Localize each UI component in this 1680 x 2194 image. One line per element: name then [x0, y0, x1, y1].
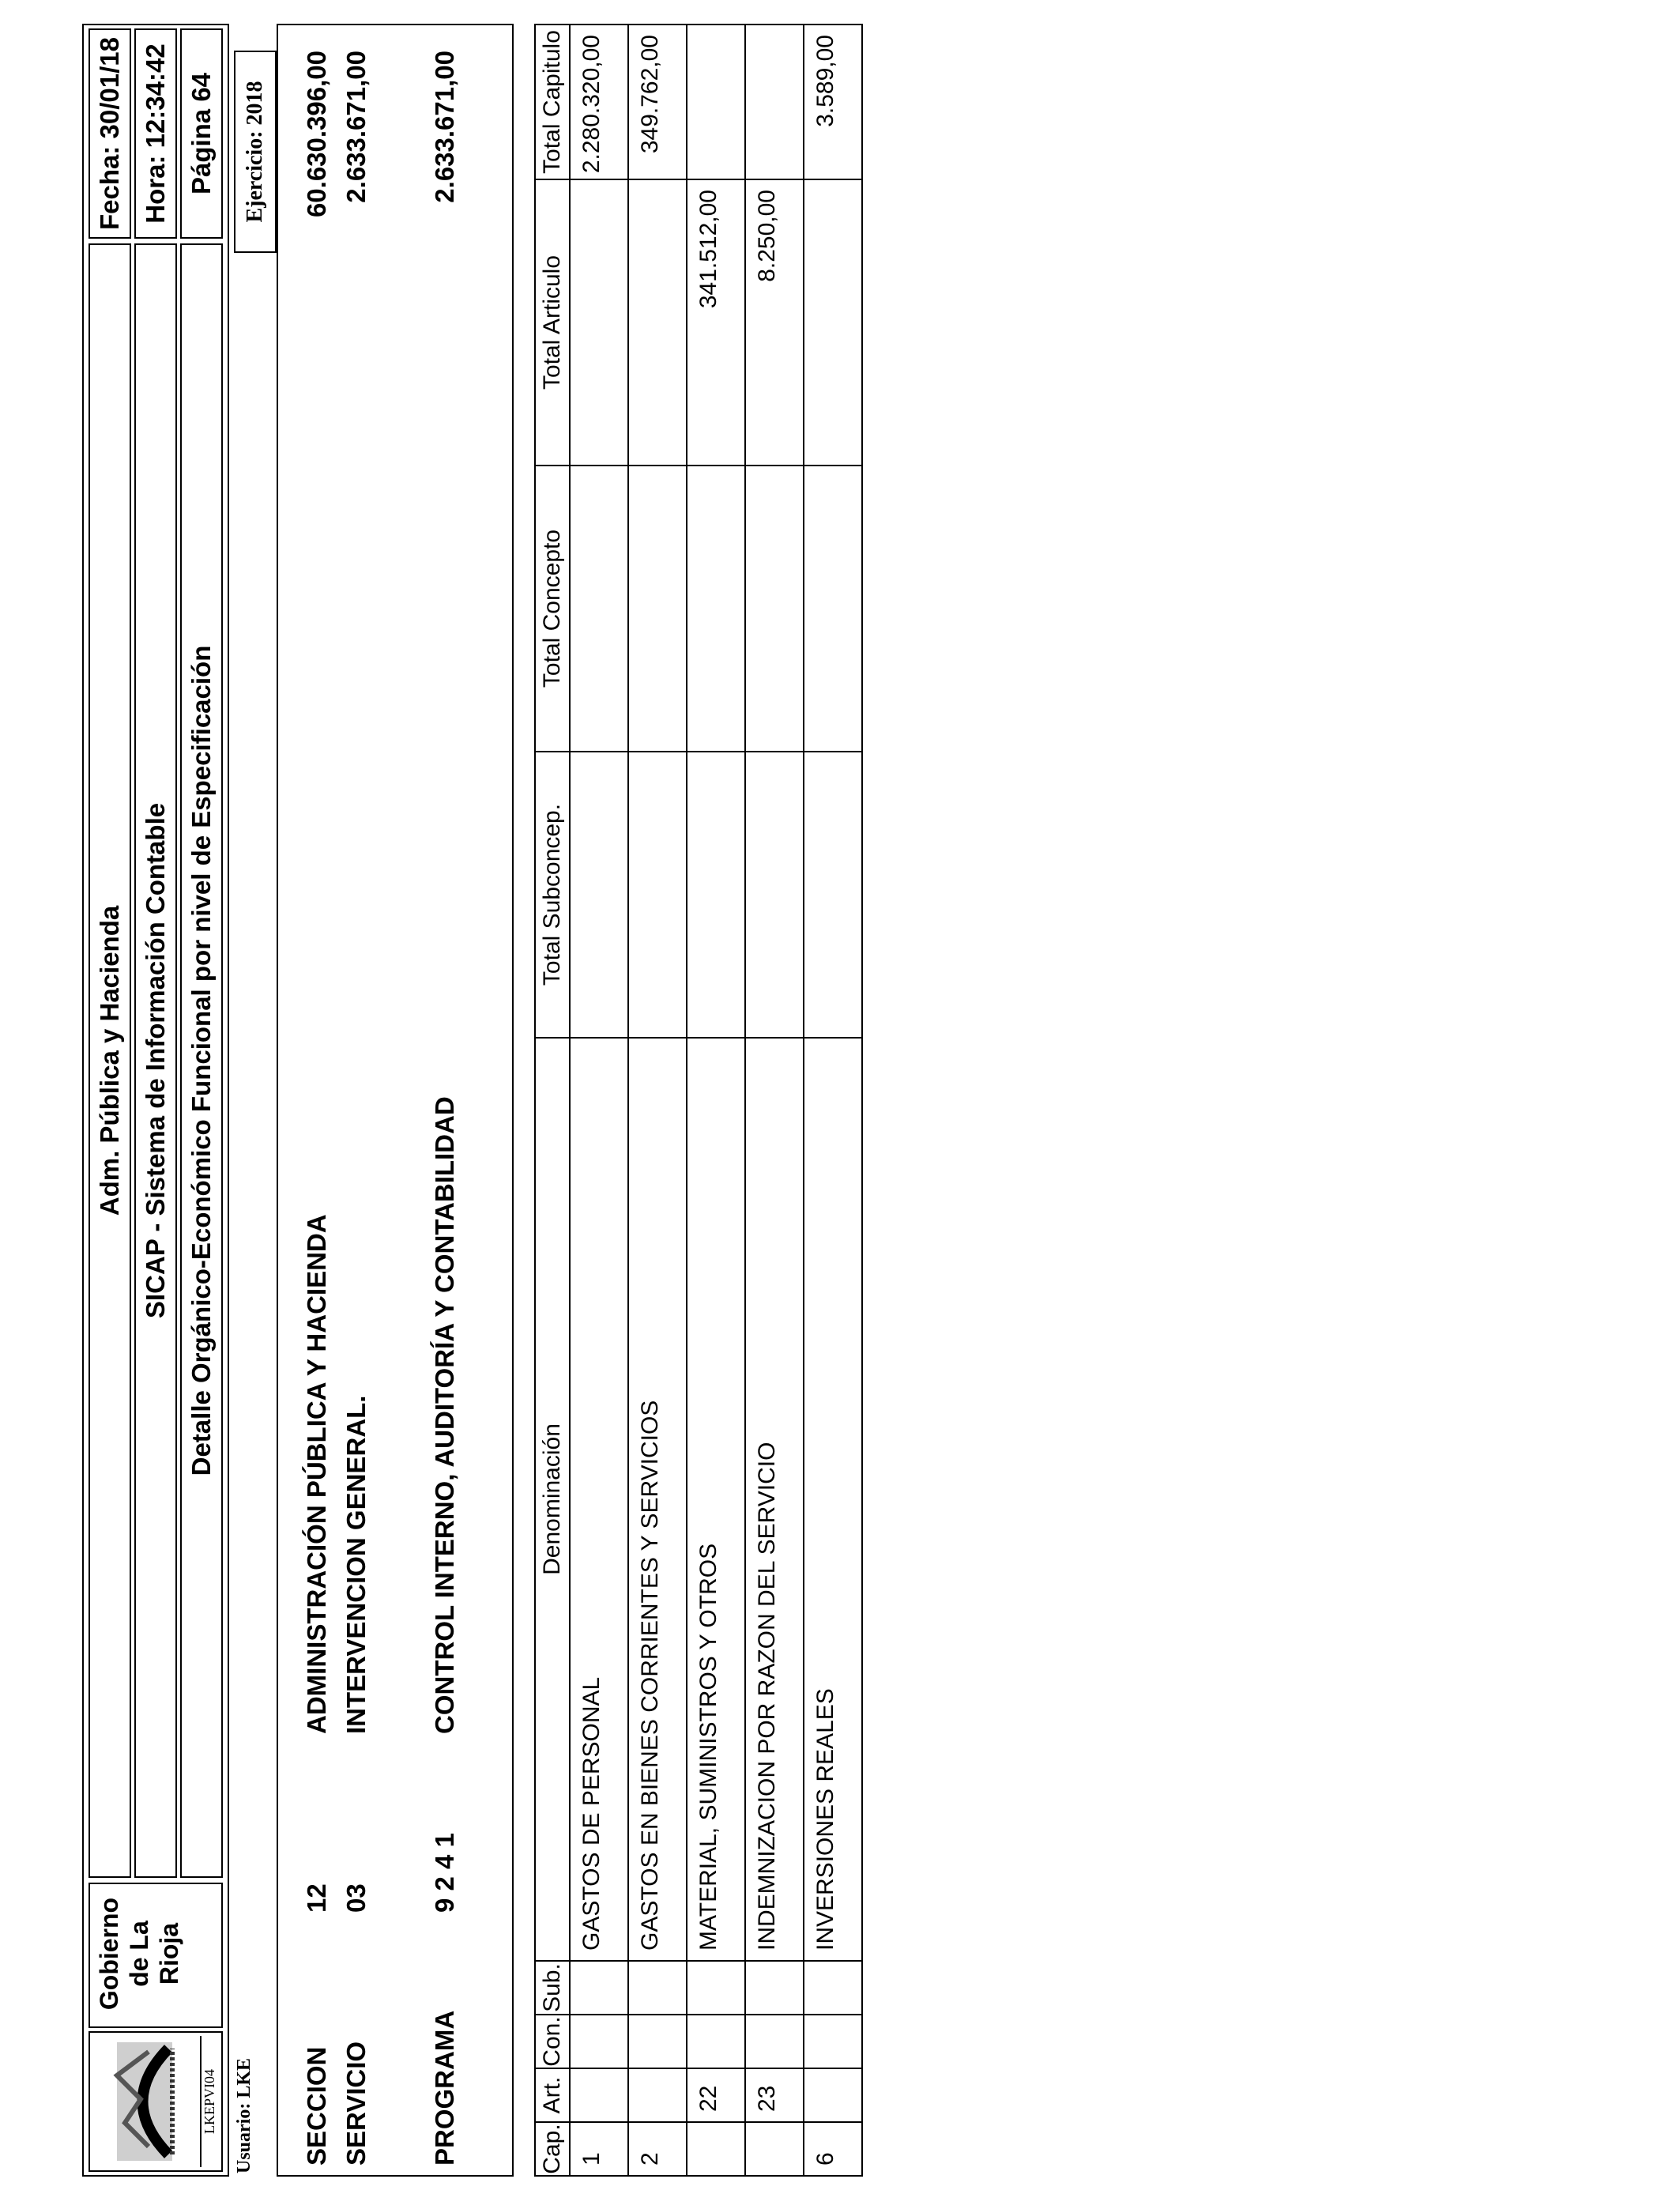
- table-row: [569, 24, 627, 2177]
- report-title-department: Adm. Pública y Hacienda: [89, 243, 131, 1878]
- report-time: Hora: 12:34:42: [134, 28, 177, 239]
- cell-total-capitulo: 349.762,00: [627, 24, 686, 180]
- cell-total-subconcepto: [627, 751, 686, 1039]
- cell-sub: [744, 1960, 803, 2015]
- cell-total-capitulo: 2.280.320,00: [569, 24, 627, 180]
- col-header-total-subconcepto: Total Subconcep.: [534, 751, 571, 1039]
- cell-cap: [686, 2121, 744, 2177]
- table-row: [627, 24, 686, 2177]
- cell-cap: 1: [569, 2121, 627, 2177]
- cell-total-articulo: 341.512,00: [686, 179, 744, 466]
- report-date: Fecha: 30/01/18: [89, 28, 131, 239]
- cell-cap: 6: [803, 2121, 861, 2177]
- cell-con: [744, 2014, 803, 2069]
- col-header-total-concepto: Total Concepto: [534, 465, 571, 752]
- report-page-number: Página 64: [180, 28, 223, 239]
- cell-total-concepto: [569, 465, 627, 752]
- col-header-cap: Cap.: [534, 2121, 571, 2177]
- org-line-2: de La: [125, 1921, 153, 1987]
- report-title-detail: Detalle Orgánico-Económico Funcional por nivel de Especificación: [180, 243, 223, 1878]
- cell-total-articulo: [569, 179, 627, 466]
- cell-cap: 2: [627, 2121, 686, 2177]
- cell-total-concepto: [627, 465, 686, 752]
- cell-sub: [627, 1960, 686, 2015]
- programa-label: PROGRAMA: [430, 2010, 459, 2166]
- col-header-sub: Sub.: [534, 1960, 571, 2015]
- table-row: [744, 24, 803, 2177]
- cell-total-subconcepto: [803, 751, 861, 1039]
- servicio-name: INTERVENCION GENERAL.: [341, 1395, 371, 1734]
- col-header-total-articulo: Total Articulo: [534, 179, 571, 466]
- cell-con: [803, 2014, 861, 2069]
- servicio-total: 2.633.671,00: [341, 51, 371, 203]
- cell-total-subconcepto: [744, 751, 803, 1039]
- cell-total-concepto: [803, 465, 861, 752]
- cell-total-concepto: [744, 465, 803, 752]
- programa-code: 9 2 4 1: [430, 1833, 459, 1913]
- cell-denominacion: MATERIAL, SUMINISTROS Y OTROS: [686, 1037, 744, 1962]
- logo-code: LKEPVI04: [200, 2036, 218, 2167]
- cell-denominacion: GASTOS EN BIENES CORRIENTES Y SERVICIOS: [627, 1037, 686, 1962]
- cell-sub: [803, 1960, 861, 2015]
- seccion-label: SECCION: [302, 2046, 331, 2166]
- programa-name: CONTROL INTERNO, AUDITORÍA Y CONTABILIDAD: [430, 1096, 459, 1734]
- government-logo-icon: [93, 2033, 188, 2170]
- cell-con: [569, 2014, 627, 2069]
- cell-sub: [686, 1960, 744, 2015]
- org-line-1: Gobierno: [95, 1897, 123, 2011]
- cell-total-concepto: [686, 465, 744, 752]
- servicio-code: 03: [341, 1883, 371, 1913]
- org-line-3: Rioja: [155, 1922, 183, 1985]
- cell-art: 22: [686, 2068, 744, 2123]
- cell-total-articulo: [803, 179, 861, 466]
- cell-art: [803, 2068, 861, 2123]
- logo-box: [89, 2031, 223, 2172]
- cell-con: [686, 2014, 744, 2069]
- cell-cap: [744, 2121, 803, 2177]
- cell-total-capitulo: [744, 24, 803, 180]
- cell-sub: [569, 1960, 627, 2015]
- cell-denominacion: INVERSIONES REALES: [803, 1037, 861, 1962]
- col-header-con: Con.: [534, 2014, 571, 2069]
- cell-art: 23: [744, 2068, 803, 2123]
- cell-total-capitulo: [686, 24, 744, 180]
- cell-art: [627, 2068, 686, 2123]
- seccion-name: ADMINISTRACIÓN PÚBLICA Y HACIENDA: [302, 1214, 331, 1734]
- seccion-code: 12: [302, 1883, 331, 1913]
- table-bottom-border: [861, 24, 863, 2177]
- servicio-label: SERVICIO: [341, 2041, 371, 2166]
- seccion-total: 60.630.396,00: [302, 51, 331, 218]
- table-row: [803, 24, 861, 2177]
- org-name-box: [89, 1883, 223, 2028]
- cell-total-articulo: 8.250,00: [744, 179, 803, 466]
- cell-art: [569, 2068, 627, 2123]
- cell-denominacion: INDEMNIZACION POR RAZON DEL SERVICIO: [744, 1037, 803, 1962]
- cell-total-subconcepto: [686, 751, 744, 1039]
- cell-total-subconcepto: [569, 751, 627, 1039]
- detail-table: [534, 24, 1644, 2177]
- cell-total-articulo: [627, 179, 686, 466]
- col-header-total-capitulo: Total Capitulo: [534, 24, 571, 180]
- table-row: [686, 24, 744, 2177]
- fiscal-year-badge: Ejercicio: 2018: [234, 51, 277, 253]
- cell-denominacion: GASTOS DE PERSONAL: [569, 1037, 627, 1962]
- report-title-system: SICAP - Sistema de Información Contable: [134, 243, 177, 1878]
- programa-total: 2.633.671,00: [430, 51, 459, 203]
- col-header-art: Art.: [534, 2068, 571, 2123]
- cell-total-capitulo: 3.589,00: [803, 24, 861, 180]
- report-user: Usuario: LKE: [234, 2057, 254, 2173]
- col-header-denominacion: Denominación: [534, 1037, 571, 1962]
- cell-con: [627, 2014, 686, 2069]
- summary-frame: [277, 24, 514, 2177]
